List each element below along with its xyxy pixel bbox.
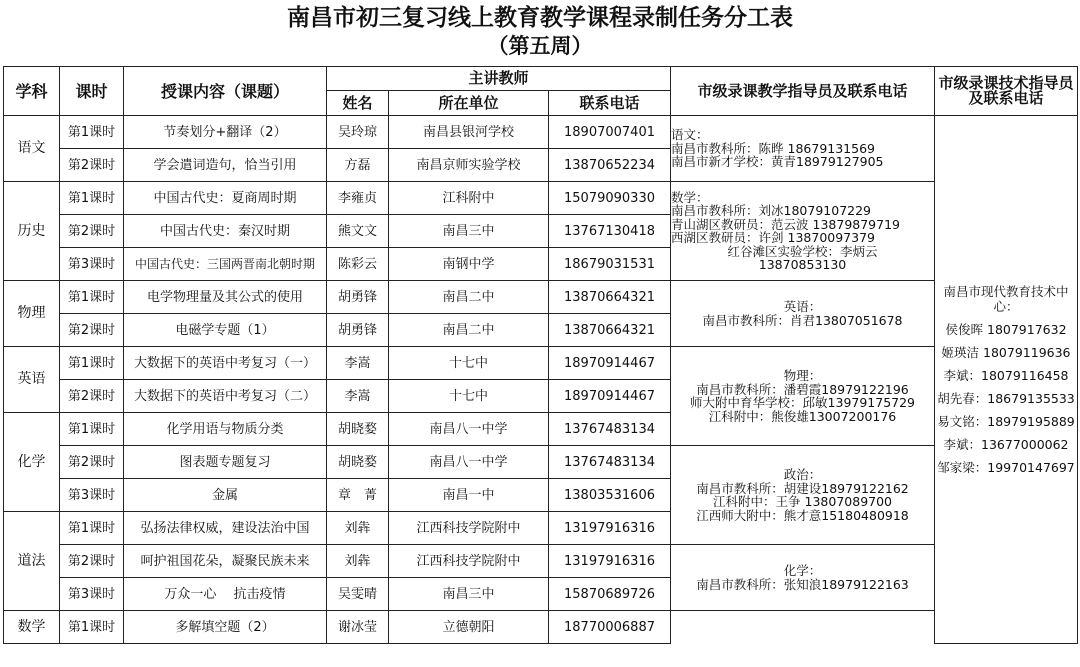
topic-cell: 弘扬法律权威，建设法治中国 <box>124 512 327 545</box>
header-teacher-group: 主讲教师 <box>327 67 671 91</box>
header-subject: 学科 <box>4 67 60 116</box>
schedule-table <box>3 66 1078 644</box>
period-cell: 第3课时 <box>60 248 124 281</box>
phone-cell: 18907007401 <box>549 116 671 149</box>
phone-cell: 13767483134 <box>549 413 671 446</box>
teacher-cell: 胡晓婺 <box>327 413 389 446</box>
phone-cell: 18970914467 <box>549 380 671 413</box>
unit-cell: 南昌八一中学 <box>389 413 549 446</box>
unit-cell: 南昌二中 <box>389 281 549 314</box>
tech-person: 李斌：13677000062 <box>943 437 1069 452</box>
unit-cell: 南昌三中 <box>389 578 549 611</box>
tech-person: 易文铭：18979195889 <box>937 414 1075 429</box>
table-row <box>4 347 1078 380</box>
topic-cell: 呵护祖国花朵，凝聚民族未来 <box>124 545 327 578</box>
period-cell: 第1课时 <box>60 347 124 380</box>
unit-cell: 南昌一中 <box>389 479 549 512</box>
guide-line: 13870853130 <box>758 257 847 272</box>
period-cell: 第3课时 <box>60 479 124 512</box>
header-unit: 所在单位 <box>389 91 549 116</box>
teacher-cell: 刘犇 <box>327 512 389 545</box>
unit-cell: 南钢中学 <box>389 248 549 281</box>
phone-cell: 13870664321 <box>549 281 671 314</box>
topic-cell: 图表题专题复习 <box>124 446 327 479</box>
period-cell: 第3课时 <box>60 578 124 611</box>
guide-line: 师大附中育华学校：邱敏13979175729 <box>690 395 916 410</box>
period-cell: 第1课时 <box>60 512 124 545</box>
phone-cell: 13803531606 <box>549 479 671 512</box>
tech-org: 南昌市现代教育技术中心： <box>943 284 1069 314</box>
topic-cell: 节奏划分+翻译（2） <box>124 116 327 149</box>
guide-line: 政治： <box>783 467 822 482</box>
header-tech: 市级录课技术指导员及联系电话 <box>935 67 1078 116</box>
period-cell: 第2课时 <box>60 446 124 479</box>
guide-line: 江科附中：王争 13807089700 <box>713 494 893 509</box>
guide-line: 南昌市新才学校：黄青18979127905 <box>671 154 884 170</box>
guide-line: 化学： <box>783 563 822 578</box>
unit-cell: 南昌二中 <box>389 314 549 347</box>
period-cell: 第1课时 <box>60 182 124 215</box>
guide-chinese <box>671 116 935 182</box>
teacher-cell: 熊文文 <box>327 215 389 248</box>
guide-line: 南昌市教科所：肖君13807051678 <box>702 312 903 328</box>
topic-cell: 大数据下的英语中考复习（一） <box>124 347 327 380</box>
unit-cell: 江科附中 <box>389 182 549 215</box>
teacher-cell: 李嵩 <box>327 347 389 380</box>
period-cell: 第2课时 <box>60 380 124 413</box>
tech-person: 胡先春：18679135533 <box>937 391 1075 406</box>
header-period: 课时 <box>60 67 124 116</box>
period-cell: 第1课时 <box>60 116 124 149</box>
header-guide: 市级录课教学指导员及联系电话 <box>671 67 935 116</box>
topic-cell: 中国古代史：三国两晋南北朝时期 <box>124 248 327 281</box>
period-cell: 第1课时 <box>60 281 124 314</box>
teacher-cell: 胡晓婺 <box>327 446 389 479</box>
phone-cell: 13870652234 <box>549 149 671 182</box>
header-name: 姓名 <box>327 91 389 116</box>
phone-cell: 13767483134 <box>549 446 671 479</box>
guide-math <box>671 182 935 281</box>
guide-english <box>671 281 935 347</box>
phone-cell: 15870689726 <box>549 578 671 611</box>
title-line-2: （第五周） <box>487 33 593 58</box>
guide-line: 南昌市教科所：陈晔 18679131569 <box>671 140 875 156</box>
topic-cell: 金属 <box>124 479 327 512</box>
guide-line: 南昌市教科所：胡建设18979122162 <box>696 480 909 496</box>
guide-line: 江科附中：熊俊雄13007200176 <box>708 408 897 424</box>
topic-cell: 多解填空题（2） <box>124 611 327 644</box>
teacher-cell: 陈彩云 <box>327 248 389 281</box>
topic-cell: 大数据下的英语中考复习（二） <box>124 380 327 413</box>
topic-cell: 中国古代史：秦汉时期 <box>124 215 327 248</box>
phone-cell: 13870664321 <box>549 314 671 347</box>
table-row <box>4 446 1078 479</box>
teacher-cell: 胡勇锋 <box>327 314 389 347</box>
guide-line: 红谷滩区实验学校：李炳云 <box>727 243 878 259</box>
table-row <box>4 611 1078 644</box>
table-row <box>4 545 1078 578</box>
guide-line: 青山湖区教研员：范云波 13879879719 <box>671 216 900 232</box>
unit-cell: 十七中 <box>389 380 549 413</box>
phone-cell: 18770006887 <box>549 611 671 644</box>
teacher-cell: 李雍贞 <box>327 182 389 215</box>
table-row <box>4 116 1078 149</box>
unit-cell: 立德朝阳 <box>389 611 549 644</box>
unit-cell: 江西科技学院附中 <box>389 545 549 578</box>
guide-line: 数学： <box>671 189 709 205</box>
phone-cell: 15079090330 <box>549 182 671 215</box>
teacher-cell: 章 菁 <box>327 479 389 512</box>
tech-person: 李斌：18079116458 <box>943 368 1069 383</box>
teacher-cell: 胡勇锋 <box>327 281 389 314</box>
topic-cell: 万众一心 抗击疫情 <box>124 578 327 611</box>
unit-cell: 十七中 <box>389 347 549 380</box>
topic-cell: 中国古代史：夏商周时期 <box>124 182 327 215</box>
teacher-cell: 吴雯晴 <box>327 578 389 611</box>
period-cell: 第2课时 <box>60 545 124 578</box>
tech-cell <box>935 116 1078 644</box>
title-line-1: 南昌市初三复习线上教育教学课程录制任务分工表 <box>287 4 793 31</box>
period-cell: 第1课时 <box>60 611 124 644</box>
tech-person: 姬瑛洁 18079119636 <box>941 345 1071 360</box>
phone-cell: 18970914467 <box>549 347 671 380</box>
guide-line: 南昌市教科所：张知浪18979122163 <box>696 576 909 592</box>
subject-cell: 物理 <box>4 281 60 347</box>
unit-cell: 南昌县银河学校 <box>389 116 549 149</box>
phone-cell: 13197916316 <box>549 545 671 578</box>
guide-line: 英语： <box>783 299 822 314</box>
page-title <box>0 4 1080 60</box>
subject-cell: 化学 <box>4 413 60 512</box>
subject-cell: 道法 <box>4 512 60 611</box>
topic-cell: 电磁学专题（1） <box>124 314 327 347</box>
guide-line: 南昌市教科所：刘冰18079107229 <box>671 203 872 218</box>
unit-cell: 南昌京师实验学校 <box>389 149 549 182</box>
table-row <box>4 281 1078 314</box>
period-cell: 第2课时 <box>60 215 124 248</box>
subject-cell: 数学 <box>4 611 60 644</box>
guide-line: 江西师大附中：熊才意15180480918 <box>696 507 909 523</box>
unit-cell: 江西科技学院附中 <box>389 512 549 545</box>
header-content: 授课内容（课题） <box>124 67 327 116</box>
teacher-cell: 方磊 <box>327 149 389 182</box>
guide-line: 南昌市教科所：潘碧霞18979122196 <box>696 381 909 397</box>
unit-cell: 南昌八一中学 <box>389 446 549 479</box>
topic-cell: 化学用语与物质分类 <box>124 413 327 446</box>
guide-line: 物理： <box>783 368 822 383</box>
table-row <box>4 182 1078 215</box>
subject-cell: 历史 <box>4 182 60 281</box>
guide-line: 语文： <box>671 127 709 143</box>
teacher-cell: 李嵩 <box>327 380 389 413</box>
teacher-cell: 吴玲琼 <box>327 116 389 149</box>
subject-cell: 语文 <box>4 116 60 182</box>
teacher-cell: 谢冰莹 <box>327 611 389 644</box>
phone-cell: 13197916316 <box>549 512 671 545</box>
period-cell: 第1课时 <box>60 413 124 446</box>
unit-cell: 南昌三中 <box>389 215 549 248</box>
phone-cell: 13767130418 <box>549 215 671 248</box>
period-cell: 第2课时 <box>60 149 124 182</box>
topic-cell: 学会遣词造句，恰当引用 <box>124 149 327 182</box>
subject-cell: 英语 <box>4 347 60 413</box>
tech-person: 侯俊晖 1807917632 <box>945 322 1067 337</box>
guide-politics <box>671 446 935 545</box>
tech-person: 邹家梁：19970147697 <box>937 460 1075 475</box>
topic-cell: 电学物理量及其公式的使用 <box>124 281 327 314</box>
guide-physics <box>671 347 935 446</box>
period-cell: 第2课时 <box>60 314 124 347</box>
header-phone: 联系电话 <box>549 91 671 116</box>
teacher-cell: 刘犇 <box>327 545 389 578</box>
guide-chemistry <box>671 545 935 611</box>
guide-line: 西湖区教研员：许剑 13870097379 <box>671 230 875 245</box>
phone-cell: 18679031531 <box>549 248 671 281</box>
